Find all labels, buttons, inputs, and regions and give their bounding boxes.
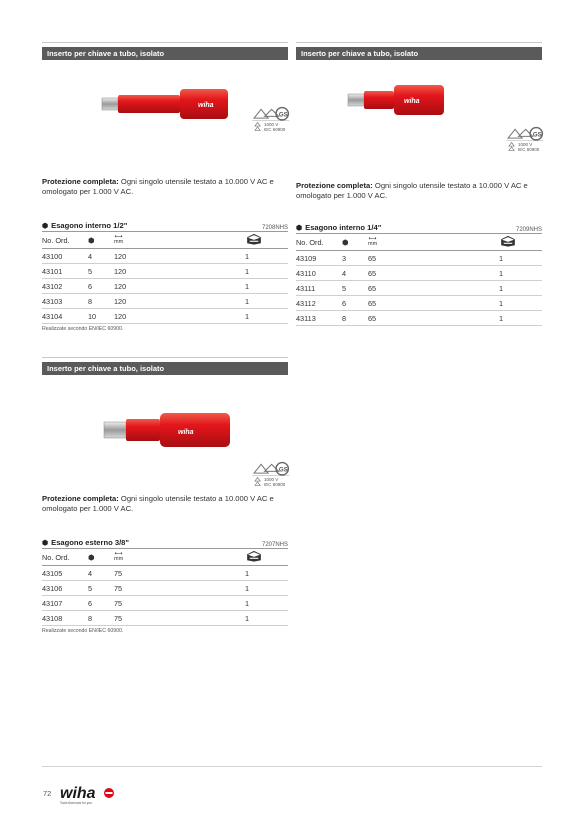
table-title: Esagono interno 1/2"	[51, 221, 128, 230]
col-length: ⟷ mm	[368, 234, 499, 251]
table-row: 43107 6 75 1	[42, 596, 288, 611]
table-row: 43108 8 75 1	[42, 611, 288, 626]
footer-divider	[42, 766, 542, 767]
table-header-row	[42, 217, 288, 231]
tool-logo: wiha	[178, 429, 194, 436]
box-icon	[245, 232, 288, 249]
col-order-no: No. Ord.	[42, 549, 88, 566]
description-bold: Protezione completa:	[42, 177, 119, 186]
table-code: 7209NHS	[515, 227, 542, 233]
svg-text:wiha: wiha	[60, 785, 96, 802]
cert-voltage: 1000 V	[518, 142, 533, 147]
table-title: Esagono esterno 3/8"	[51, 538, 129, 547]
product-image-area	[42, 60, 288, 150]
table-row: 43104 10 120 1	[42, 309, 288, 324]
certification-marks	[247, 459, 291, 494]
table-row: 43105 4 75 1	[42, 566, 288, 581]
col-hex-icon: ⬢	[88, 549, 114, 566]
description-text: Ogni singolo utensile testato a 10.000 V AC e omologato per 1.000 V AC.	[42, 494, 274, 513]
table-column-header	[296, 234, 542, 251]
product-section-1	[42, 42, 288, 332]
product-section-2	[296, 42, 542, 326]
table-code: 7208NHS	[261, 225, 288, 231]
box-icon	[245, 549, 288, 566]
hex-bullet-icon: ⬢	[296, 224, 303, 232]
col-hex-icon: ⬢	[342, 234, 368, 251]
col-length: ⟷ mm	[114, 232, 245, 249]
table-row: 43112 6 65 1	[296, 296, 542, 311]
table-row: 43102 6 120 1	[42, 279, 288, 294]
table-row: 43106 5 75 1	[42, 581, 288, 596]
hex-bullet-icon: ⬢	[42, 539, 49, 547]
section-header: Inserto per chiave a tubo, isolato	[296, 47, 542, 60]
table-code: 7207NHS	[261, 542, 288, 548]
table-row: 43111 5 65 1	[296, 281, 542, 296]
page-number: 72	[43, 789, 52, 798]
description-bold: Protezione completa:	[42, 494, 119, 503]
wiha-logo	[60, 783, 120, 810]
table-header-row	[296, 219, 542, 233]
description-text: Ogni singolo utensile testato a 10.000 V AC e omologato per 1.000 V AC.	[42, 177, 274, 196]
box-icon	[499, 234, 542, 251]
tool-logo: wiha	[198, 102, 214, 109]
tool-logo: wiha	[404, 98, 420, 105]
product-table	[42, 548, 288, 626]
cert-standard: IEC 60900	[518, 147, 540, 152]
cert-voltage: 1000 V	[264, 477, 279, 482]
table-row: 43100 4 120 1	[42, 249, 288, 264]
product-table	[296, 233, 542, 326]
brand-tagline: Tools that work for you	[60, 801, 92, 805]
table-column-header	[42, 232, 288, 249]
product-description	[42, 177, 288, 197]
cert-standard: IEC 60900	[264, 482, 286, 487]
description-bold: Protezione completa:	[296, 181, 373, 190]
table-note: Realizzate secondo EN/IEC 60900.	[42, 326, 124, 332]
product-description	[296, 181, 542, 201]
product-image-area	[42, 375, 288, 487]
cert-standard: IEC 60900	[264, 127, 286, 132]
col-hex-icon: ⬢	[88, 232, 114, 249]
section-header: Inserto per chiave a tubo, isolato	[42, 47, 288, 60]
description-text: Ogni singolo utensile testato a 10.000 V AC e omologato per 1.000 V AC.	[296, 181, 528, 200]
socket-tool-image	[346, 82, 506, 122]
col-order-no: No. Ord.	[42, 232, 88, 249]
table-row: 43101 5 120 1	[42, 264, 288, 279]
product-description	[42, 494, 288, 514]
table-row: 43109 3 65 1	[296, 251, 542, 266]
certification-marks	[247, 104, 291, 139]
cert-voltage: 1000 V	[264, 122, 279, 127]
table-title: Esagono interno 1/4"	[305, 223, 382, 232]
table-note: Realizzate secondo EN/IEC 60900.	[42, 628, 124, 634]
certification-marks	[501, 124, 545, 159]
table-column-header	[42, 549, 288, 566]
table-header-row	[42, 534, 288, 548]
col-length: ⟷ mm	[114, 549, 245, 566]
product-image-area	[296, 60, 542, 150]
section-header: Inserto per chiave a tubo, isolato	[42, 362, 288, 375]
hex-bullet-icon: ⬢	[42, 222, 49, 230]
table-row: 43110 4 65 1	[296, 266, 542, 281]
table-row: 43103 8 120 1	[42, 294, 288, 309]
col-order-no: No. Ord.	[296, 234, 342, 251]
product-section-3	[42, 357, 288, 634]
wiha-logo-icon	[60, 783, 120, 805]
table-row: 43113 8 65 1	[296, 311, 542, 326]
socket-tool-image	[102, 409, 262, 453]
product-table	[42, 231, 288, 324]
